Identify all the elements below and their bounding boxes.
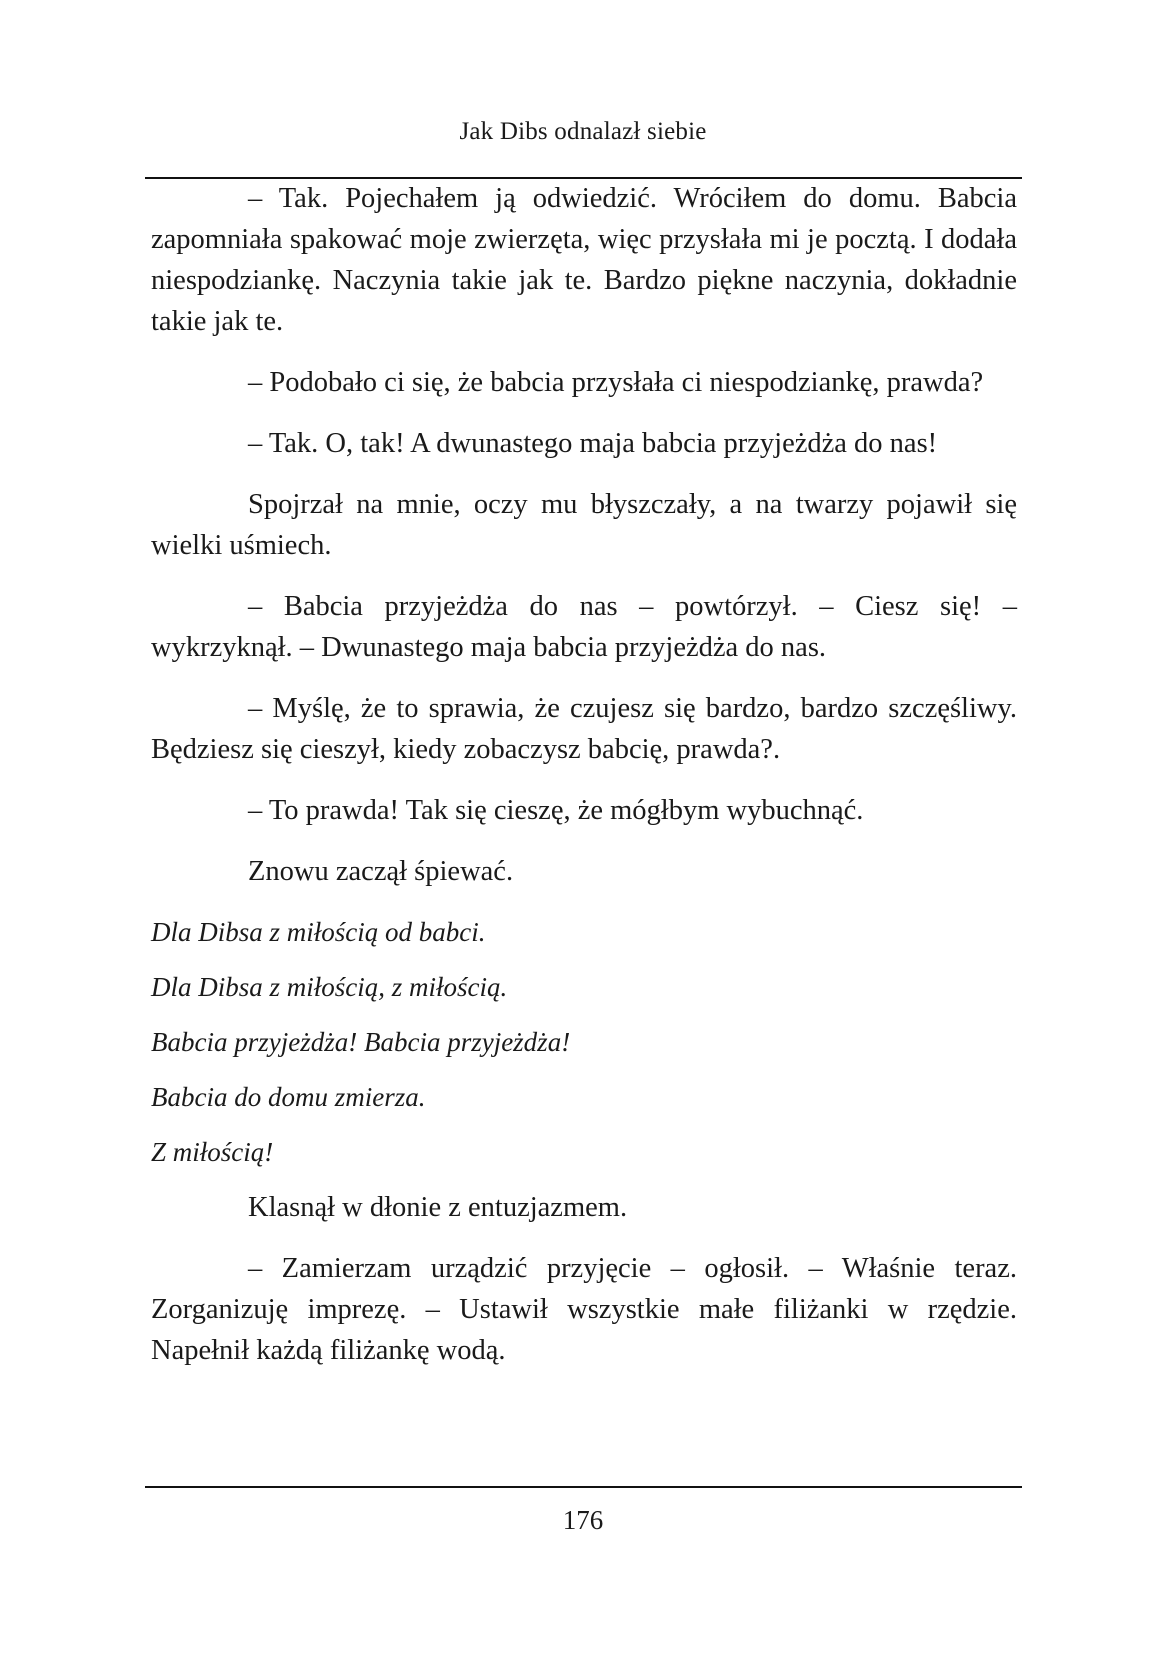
paragraph-10: – Zamierzam urządzić przyjęcie – ogłosił. – Właśnie teraz. Zorganizuję imprezę. – Ustawił wszystkie małe filiżanki w rzędzie. Napełnił każdą filiżankę wodą.	[151, 1253, 1017, 1366]
paragraph-3: – Tak. O, tak! A dwunastego maja babcia przyjeżdża do nas!	[248, 428, 938, 459]
verse-line-4: Babcia do domu zmierza.	[151, 1082, 426, 1112]
verse-line-2: Dla Dibsa z miłością, z miłością.	[151, 972, 508, 1002]
paragraph-4: Spojrzał na mnie, oczy mu błyszczały, a na twarzy pojawił się wielki uśmiech.	[151, 489, 1017, 561]
page-body	[151, 178, 1017, 1391]
paragraph-1: – Tak. Pojechałem ją odwiedzić. Wróciłem do domu. Babcia zapomniała spakować moje zwierzęta, więc przysłała mi je pocztą. I dodała niespodziankę. Naczynia takie jak te. Bardzo piękne naczynia, dokładnie takie jak te.	[151, 183, 1017, 337]
paragraph-6: – Myślę, że to sprawia, że czujesz się bardzo, bardzo szczęśliwy. Będziesz się cieszył, kiedy zobaczysz babcię, prawda?.	[151, 693, 1017, 765]
verse-line-1: Dla Dibsa z miłością od babci.	[151, 917, 486, 947]
paragraph-8: Znowu zaczął śpiewać.	[248, 856, 514, 887]
paragraph-5: – Babcia przyjeżdża do nas – powtórzył. – Ciesz się! – wykrzyknął. – Dwunastego maja babcia przyjeżdża do nas.	[151, 591, 1017, 663]
page-number: 176	[562, 1505, 604, 1535]
footer-rule	[145, 1486, 1022, 1488]
verse-line-3: Babcia przyjeżdża! Babcia przyjeżdża!	[151, 1027, 571, 1057]
verse-line-5: Z miłością!	[151, 1137, 274, 1167]
running-header-title: Jak Dibs odnalazł siebie	[459, 118, 707, 145]
paragraph-9: Klasnął w dłonie z entuzjazmem.	[248, 1192, 628, 1223]
paragraph-2: – Podobało ci się, że babcia przysłała ci niespodziankę, prawda?	[248, 367, 984, 398]
paragraph-7: – To prawda! Tak się cieszę, że mógłbym wybuchnąć.	[248, 795, 864, 826]
